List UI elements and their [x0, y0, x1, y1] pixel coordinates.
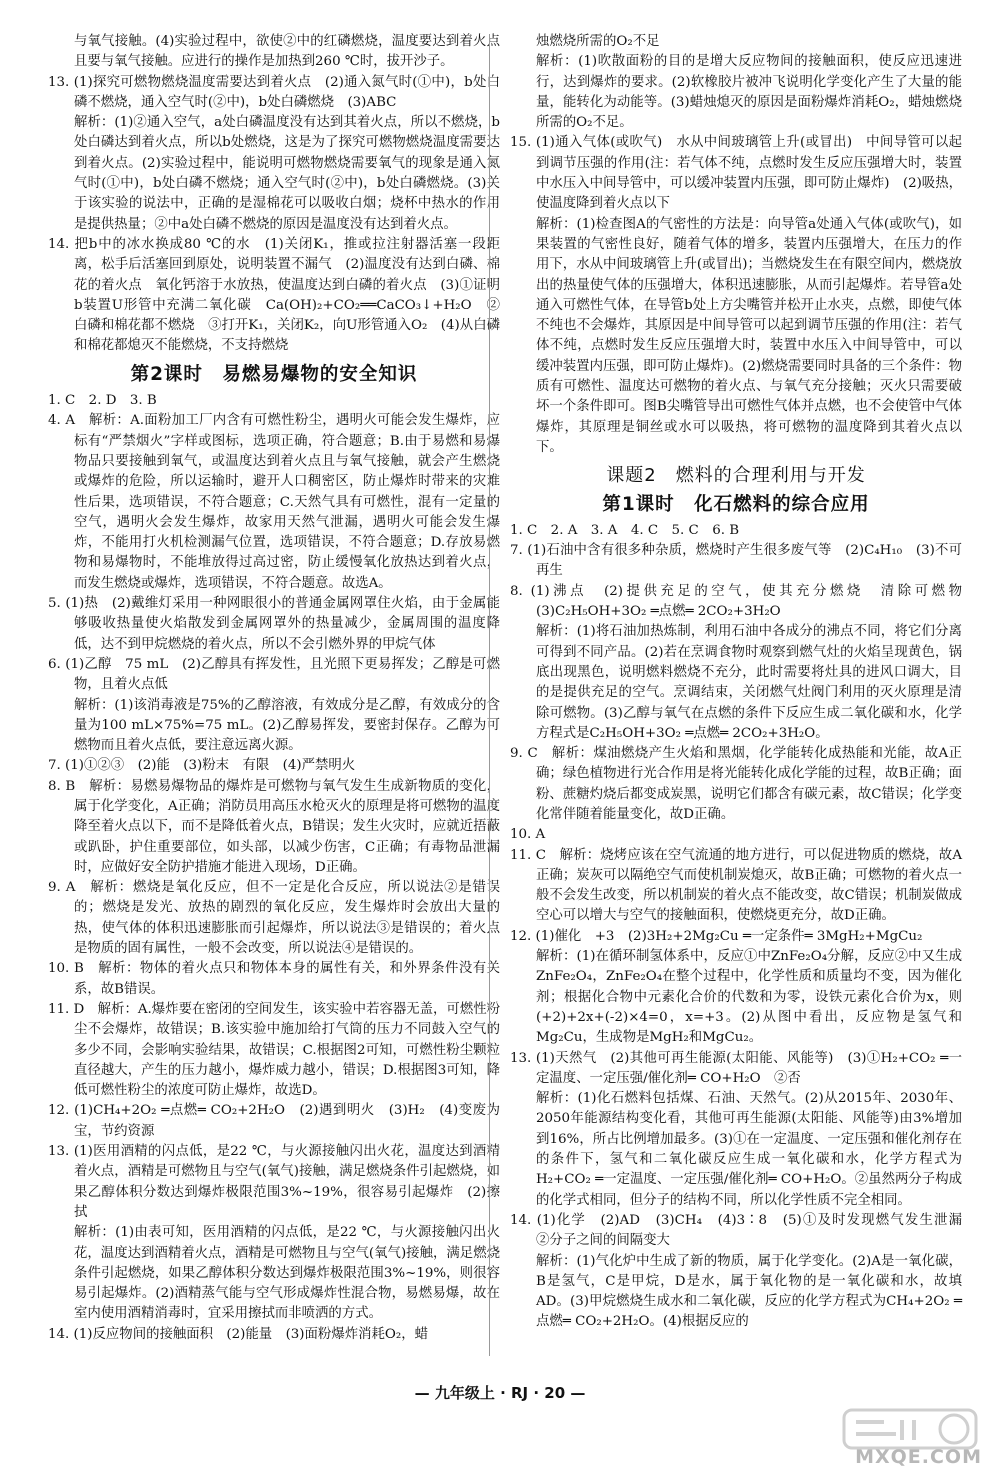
- continued-answer: 与氧气接触。(4)实验过程中，欲使②中的红磷燃烧，温度要达到着火点且要与氧气接触。应进行的操作是加热到260 ℃时，拔开沙子。: [74, 34, 500, 70]
- answer-12-explanation: 解析：(1)在循环制氢体系中，反应①中ZnFe₂O₄分解，反应②中又生成ZnFe₂O₄，ZnFe₂O₄在整个过程中，化学性质和质量均不变，因为催化剂；根据化合物中元素化合价的代数和为零，设铁元素化合价为x，则(+2)+2x+(-2)×4=0，x=+3。(2)从图中看出，反应物是氢气和Mg₂Cu，生成物是MgH₂和MgCu₂。: [536, 949, 962, 1046]
- left-column: [48, 32, 500, 1345]
- answer-14b: 14. (1)反应物间的接触面积 (2)能量 (3)面粉爆炸消耗O₂，蜡: [48, 1326, 429, 1342]
- answer-6: 6. (1)乙醇 75 mL (2)乙醇具有挥发性，且光照下更易挥发；乙醇是可燃物，且着火点低: [48, 656, 500, 693]
- answers-1-3: 1. C 2. D 3. B: [48, 393, 157, 409]
- answer-4: 4. A 解析：A.面粉加工厂内含有可燃性粉尘，遇明火可能会发生爆炸，应标有“严禁烟火”字样或图标，选项正确，符合题意；B.由于易燃和易爆物品只要接触到氧气，或温度达到着火点且与氧气接触，就会产生燃烧或爆炸的危险，所以运输时，避开人口稠密区，防止爆炸时带来的灾难性后果，选项错误，不符合题意；C.天然气具有可燃性，混有一定量的空气，遇明火会发生爆炸，故家用天然气泄漏，遇明火可能会发生爆炸，不能用打火机检测漏气位置，选项错误，不符合题意；D.存放易燃物和易爆物时，不能堆放得过高过密，防止缓慢氧化放热达到着火点，而发生燃烧或爆炸，选项错误，不符合题意。故选A。: [48, 413, 500, 591]
- answer-7: 7. (1)石油中含有很多种杂质，燃烧时产生很多废气等 (2)C₄H₁₀ (3)不可再生: [510, 543, 962, 579]
- answer-14-explanation: 解析：(1)气化炉中生成了新的物质，属于化学变化。(2)A是一氧化碳，B是氢气，C是甲烷，D是水，属于氧化物的是一氧化碳和水，故填AD。(3)甲烷燃烧生成水和二氧化碳，反应的化学方程式为CH₄+2O₂ ═点燃═ CO₂+2H₂O。(4)根据反应的: [536, 1253, 962, 1330]
- answer-9: 9. C 解析：煤油燃烧产生火焰和黑烟，化学能转化成热能和光能，故A正确；绿色植物进行光合作用是将光能转化成化学能的过程，故B正确；面粉、蔗糖灼烧后都变成炭黑，说明它们都含有碳元素，故C错误；化学变化常伴随着能量变化，故D正确。: [510, 746, 962, 822]
- answer-11: 11. C 解析：烧烤应该在空气流通的地方进行，可以促进物质的燃烧，故A正确；炭灰可以隔绝空气而使机制炭熄灭，故B正确；可燃物的着火点一般不会发生改变，所以机制炭的着火点不能改变，故C错误；机制炭做成空心可以增大与空气的接触面积，使燃烧更充分，故D正确。: [510, 847, 962, 924]
- answer-15-explanation: 解析：(1)检查图A的气密性的方法是：向导管a处通入气体(或吹气)，如果装置的气密性良好，随着气体的增多，装置内压强增大，在压力的作用下，水从中间玻璃管上升(或冒出)；当燃烧发生在有限空间内，燃烧放出的热量使气体的压强增大，体积迅速膨胀，从而引起爆炸。若导管a处通入可燃性气体，在导管b处上方尖嘴管并松开止水夹，点燃，即使气体不纯也不会爆炸，其原因是中间导管可以起到调节压强的作用(注：若气体不纯，点燃时发生反应压强增大时，装置中水压入中间导管中，可以缓冲装置内压强，即可防止爆炸)。(2)燃烧需要同时具备的三个条件：物质有可燃性、温度达可燃物的着火点、与氧气充分接触；灭火只需要破坏一个条件即可。图B尖嘴管导出可燃性气体并点燃，也不会使管中气体爆炸，其原理是铜丝或水可以吸热，将可燃物的温度降到其着火点以下。: [536, 216, 962, 455]
- answer-7: 7. (1)①②③ (2)能 (3)粉末 有限 (4)严禁明火: [48, 758, 356, 774]
- answer-9: 9. A 解析：燃烧是氧化反应，但不一定是化合反应，所以说法②是错误的；燃烧是发光、放热的剧烈的氧化反应，发生爆炸时会放出大量的热，使气体的体积迅速膨胀而引起爆炸，所以说法③是错误的；着火点是物质的固有属性，一般不会改变，所以说法④是错误的。: [48, 880, 500, 957]
- answer-12: 12. (1)催化 +3 (2)3H₂+2Mg₂Cu ═一定条件═ 3MgH₂+MgCu₂: [510, 928, 923, 944]
- answer-15: 15. (1)通入气体(或吹气) 水从中间玻璃管上升(或冒出) 中间导管可以起到调节压强的作用(注：若气体不纯，点燃时发生反应压强增大时，装置中水压入中间导管中，可以缓冲装置内压强，即可防止爆炸) (2)吸热，使温度降到着火点以下: [510, 135, 962, 212]
- answer-11: 11. D 解析：A.爆炸要在密闭的空间发生，该实验中若容器无盖，可燃性粉尘不会爆炸，故错误；B.该实验中施加给打气筒的压力不同鼓入空气的多少不同，会影响实验结果，故错误；C.根据图2可知，可燃性粉尘颗粒直径越大，产生的压力越小，爆炸威力越小，错误；D.根据图3可知，降低可燃性粉尘的浓度可防止爆炸，故选D。: [48, 1001, 500, 1099]
- topic-heading: 课题2 燃料的合理利用与开发: [606, 465, 866, 487]
- answer-13: 13. (1)天然气 (2)其他可再生能源(太阳能、风能等) (3)①H₂+CO₂ ═一定温度、一定压强/催化剂═ CO+H₂O ②否: [510, 1050, 962, 1086]
- lesson-heading: 第1课时 化石燃料的综合应用: [602, 493, 870, 515]
- answer-13: 13. (1)探究可燃物燃烧温度需要达到着火点 (2)通入氮气时(①中)，b处白磷不燃烧，通入空气时(②中)，b处白磷燃烧 (3)ABC: [48, 74, 500, 110]
- answer-10: 10. B 解析：物体的着火点只和物体本身的属性有关，和外界条件没有关系，故B错误。: [48, 961, 500, 997]
- answer-6-explanation: 解析：(1)该消毒液是75%的乙醇溶液，有效成分是乙醇，有效成分的含量为100 mL×75%=75 mL。(2)乙醇易挥发，要密封保存。乙醇为可燃物而且着火点低，要注意远离火源。: [74, 697, 500, 754]
- continued-answer: 烛燃烧所需的O₂不足: [536, 34, 660, 49]
- answer-14: 14. (1)化学 (2)AD (3)CH₄ (4)3∶8 (5)①及时发现燃气发生泄漏 ②分子之间的间隔变大: [510, 1212, 976, 1249]
- answer-8: 8. (1)沸点 (2)提供充足的空气，使其充分燃烧 清除可燃物 (3)C₂H₅OH+3O₂ ═点燃═ 2CO₂+3H₂O: [510, 583, 976, 620]
- watermark-text: MXQE.COM: [855, 1446, 982, 1468]
- answer-10: 10. A: [510, 827, 546, 843]
- answer-8-explanation: 解析：(1)将石油加热炼制，利用石油中各成分的沸点不同，将它们分离可得到不同产品。(2)若在烹调食物时观察到燃气灶的火焰呈现黄色，锅底出现黑色，说明燃料燃烧不充分，此时需要将灶具的进风口调大，目的是提供充足的空气。烹调结束，关闭燃气灶阀门利用的灭火原理是清除可燃物。(3)乙醇与氧气在点燃的条件下反应生成二氧化碳和水，化学方程式是C₂H₅OH+3O₂ ═点燃═ 2CO₂+3H₂O。: [536, 624, 962, 741]
- page-footer: — 九年级上 · RJ · 20 —: [414, 1384, 586, 1402]
- continued-explanation: 解析：(1)吹散面粉的目的是增大反应物间的接触面积，使反应迅速进行，达到爆炸的要求。(2)软橡胶片被冲飞说明化学变化产生了大量的能量，能转化为动能等。(3)蜡烛熄灭的原因是面粉爆炸消耗O₂，蜡烛燃烧所需的O₂不足。: [536, 54, 962, 131]
- answer-12: 12. (1)CH₄+2O₂ ═点燃═ CO₂+2H₂O (2)遇到明火 (3)H₂ (4)变废为宝，节约资源: [48, 1103, 500, 1139]
- answer-13b-explanation: 解析：(1)由表可知，医用酒精的闪点低，是22 ℃，与火源接触闪出火花，温度达到酒精着火点，酒精是可燃物且与空气(氧气)接触，满足燃烧条件引起燃烧，如果乙醇体积分数达到爆炸极限范围3%~19%，则很容易引起爆炸。(2)酒精蒸气能与空气形成爆炸性混合物，易燃易爆，故在室内使用酒精消毒时，宜采用擦拭而非喷洒的方式。: [74, 1225, 500, 1322]
- answer-13-explanation: 解析：(1)②通入空气，a处白磷温度没有达到其着火点，所以不燃烧，b处白磷达到着火点，所以b处燃烧，这是为了探究可燃物燃烧温度需要达到着火点。(2)实验过程中，能说明可燃物燃烧需要氧气的现象是通入氮气时(①中)，b处白磷不燃烧；通入空气时(②中)，b处白磷燃烧。(3)关于该实验的说法中，正确的是湿棉花可以吸收白烟；烧杯中热水的作用是提供热量；②中a处白磷不燃烧的原因是温度没有达到着火点。: [74, 115, 500, 232]
- lesson-heading: 第2课时 易燃易爆物的安全知识: [130, 363, 418, 385]
- answer-13b: 13. (1)医用酒精的闪点低，是22 ℃，与火源接触闪出火花，温度达到酒精着火点，酒精是可燃物且与空气(氧气)接触，满足燃烧条件引起燃烧，如果乙醇体积分数达到爆炸极限范围3%~19%，很容易引起爆炸 (2)擦拭: [48, 1144, 500, 1220]
- column-divider: [489, 34, 490, 1356]
- answer-13-explanation: 解析：(1)化石燃料包括煤、石油、天然气。(2)从2015年、2030年、2050年能源结构变化看，其他可再生能源(太阳能、风能等)由3%增加到16%，所占比例增加最多。(3)①在一定温度、一定压强和催化剂存在的条件下，氢气和二氧化碳反应生成一氧化碳和水，化学方程式为H₂+CO₂ ═一定温度、一定压强/催化剂═ CO+H₂O。②虽然两分子构成的化学式相同，但分子的结构不同，所以化学性质不完全相同。: [536, 1091, 962, 1208]
- right-column: [510, 32, 976, 1333]
- answers-1-6: 1. C 2. A 3. A 4. C 5. C 6. B: [510, 522, 740, 538]
- answer-8: 8. B 解析：易燃易爆物品的爆炸是可燃物与氧气发生生成新物质的变化，属于化学变化，A正确；消防员用高压水枪灭火的原理是将可燃物的温度降至着火点以下，而不是降低着火点，B错误；发生火灾时，应就近捂蔽或趴卧，护住重要部位，如头部，以减少伤害，C正确；有毒物品泄漏时，应做好安全防护措施才能进入现场，D正确。: [48, 778, 500, 875]
- answer-5: 5. (1)热 (2)戴维灯采用一种网眼很小的普通金属网罩住火焰，由于金属能够吸收热量使火焰散发到金属网罩外的热量减少，金属周围的温度降低，达不到甲烷燃烧的着火点，所以不会引燃外界的甲烷气体: [48, 596, 500, 652]
- answer-14: 14. 把b中的冰水换成80 ℃的水 (1)关闭K₁，推或拉注射器活塞一段距离，松手后活塞回到原处，说明装置不漏气 (2)温度没有达到白磷、棉花的着火点 氧化钙溶于水放热，使温度达到白磷的着火点 (3)①证明b装置U形管中充满二氧化碳 Ca(OH)₂+CO₂══CaCO₃↓+H₂O ②白磷和棉花都不燃烧 ③打开K₁，关闭K₂，向U形管通入O₂ (4)从白磷和棉花都熄灭不能燃烧，不支持燃烧: [48, 236, 500, 354]
